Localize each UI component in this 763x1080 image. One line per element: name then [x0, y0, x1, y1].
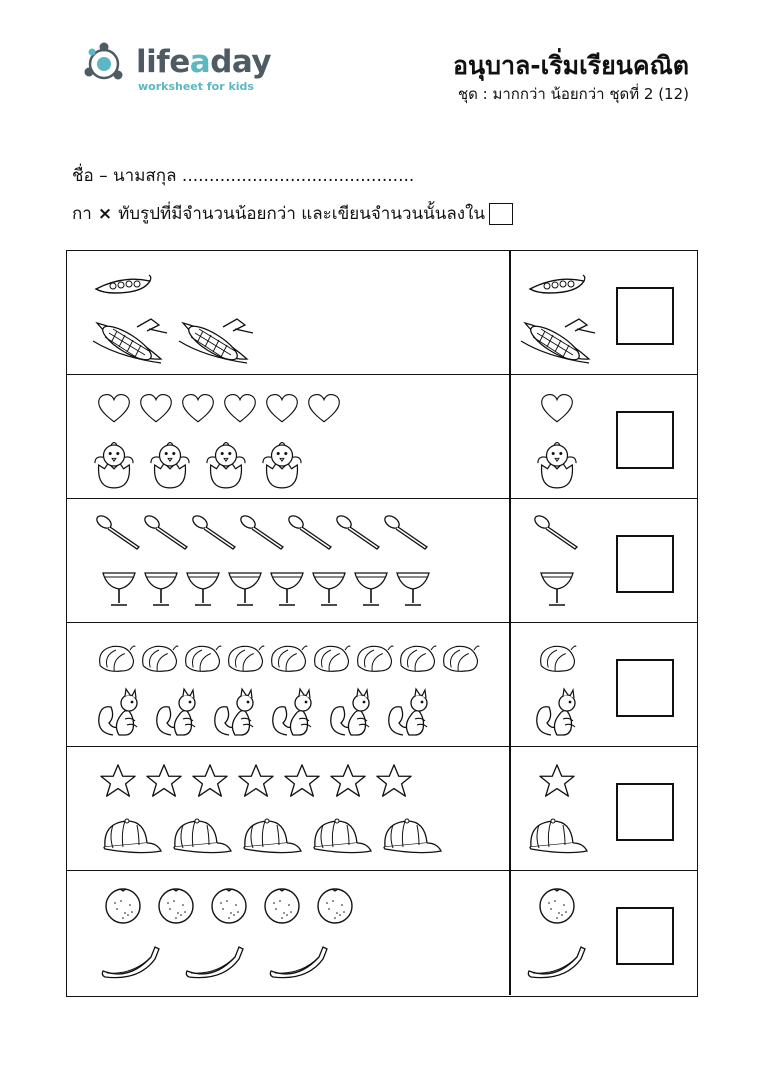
squirrel-icon[interactable]	[327, 687, 375, 739]
squirrel-icon[interactable]	[95, 687, 143, 739]
heart-icon[interactable]	[223, 393, 257, 425]
spoon-icon[interactable]	[335, 515, 383, 551]
acorn-icon[interactable]	[95, 640, 137, 674]
worksheet-row	[67, 499, 697, 623]
glass-icon[interactable]	[101, 569, 137, 609]
squirrel-icon[interactable]	[385, 687, 433, 739]
heart-icon[interactable]	[265, 393, 299, 425]
glass-icon[interactable]	[539, 569, 575, 609]
acorn-icon[interactable]	[439, 640, 481, 674]
cap-icon[interactable]	[379, 817, 443, 857]
heart-icon[interactable]	[540, 393, 574, 425]
acorn-icon[interactable]	[267, 640, 309, 674]
corn-icon[interactable]	[89, 313, 169, 369]
cap-icon[interactable]	[169, 817, 233, 857]
acorn-icon[interactable]	[310, 640, 352, 674]
banana-icon[interactable]	[525, 941, 589, 981]
answer-box[interactable]	[616, 287, 674, 345]
star-icon[interactable]	[329, 763, 367, 799]
star-icon[interactable]	[538, 763, 576, 799]
glass-icon[interactable]	[227, 569, 263, 609]
heart-icon[interactable]	[97, 393, 131, 425]
heart-icon[interactable]	[139, 393, 173, 425]
banana-icon[interactable]	[183, 941, 247, 981]
worksheet-row	[67, 623, 697, 747]
instruction-after: ทับรูปที่มีจำนวนน้อยกว่า และเขียนจำนวนนั้นลงใน	[118, 204, 485, 224]
glass-icon[interactable]	[353, 569, 389, 609]
logo-mark-icon	[82, 40, 132, 90]
column-divider	[509, 747, 511, 870]
column-divider	[509, 375, 511, 498]
heart-icon[interactable]	[307, 393, 341, 425]
answer-box[interactable]	[616, 783, 674, 841]
answer-box[interactable]	[616, 535, 674, 593]
worksheet-row	[67, 375, 697, 499]
heart-icon[interactable]	[181, 393, 215, 425]
squirrel-icon[interactable]	[153, 687, 201, 739]
glass-icon[interactable]	[311, 569, 347, 609]
acorn-icon[interactable]	[181, 640, 223, 674]
answer-box[interactable]	[616, 411, 674, 469]
orange-icon[interactable]	[315, 885, 355, 925]
orange-icon[interactable]	[262, 885, 302, 925]
spoon-icon[interactable]	[191, 515, 239, 551]
worksheet-table	[66, 250, 698, 997]
name-line: ชื่อ – นามสกุล ...........................................	[72, 166, 415, 186]
worksheet-row	[67, 747, 697, 871]
cap-icon[interactable]	[99, 817, 163, 857]
chick-icon[interactable]	[536, 440, 578, 490]
star-icon[interactable]	[375, 763, 413, 799]
spoon-icon[interactable]	[383, 515, 431, 551]
glass-icon[interactable]	[143, 569, 179, 609]
chick-icon[interactable]	[261, 440, 303, 490]
star-icon[interactable]	[145, 763, 183, 799]
spoon-icon[interactable]	[95, 515, 143, 551]
worksheet-row	[67, 871, 697, 995]
answer-box[interactable]	[616, 659, 674, 717]
peapod-icon[interactable]	[527, 273, 587, 297]
cross-mark-icon: ×	[97, 203, 113, 224]
acorn-icon[interactable]	[353, 640, 395, 674]
banana-icon[interactable]	[267, 941, 331, 981]
squirrel-icon[interactable]	[533, 687, 581, 739]
chick-icon[interactable]	[205, 440, 247, 490]
peapod-icon[interactable]	[93, 273, 153, 297]
squirrel-icon[interactable]	[211, 687, 259, 739]
banana-icon[interactable]	[99, 941, 163, 981]
chick-icon[interactable]	[93, 440, 135, 490]
acorn-icon[interactable]	[396, 640, 438, 674]
orange-icon[interactable]	[156, 885, 196, 925]
orange-icon[interactable]	[103, 885, 143, 925]
logo-tagline: worksheet for kids	[138, 80, 254, 93]
star-icon[interactable]	[99, 763, 137, 799]
star-icon[interactable]	[283, 763, 321, 799]
cap-icon[interactable]	[525, 817, 589, 857]
acorn-icon[interactable]	[536, 640, 578, 674]
acorn-icon[interactable]	[138, 640, 180, 674]
spoon-icon[interactable]	[143, 515, 191, 551]
spoon-icon[interactable]	[287, 515, 335, 551]
cap-icon[interactable]	[309, 817, 373, 857]
worksheet-row	[67, 251, 697, 375]
squirrel-icon[interactable]	[269, 687, 317, 739]
corn-icon[interactable]	[517, 313, 597, 369]
chick-icon[interactable]	[149, 440, 191, 490]
star-icon[interactable]	[237, 763, 275, 799]
instruction-box-icon	[489, 203, 513, 225]
orange-icon[interactable]	[209, 885, 249, 925]
corn-icon[interactable]	[175, 313, 255, 369]
glass-icon[interactable]	[395, 569, 431, 609]
acorn-icon[interactable]	[224, 640, 266, 674]
orange-icon[interactable]	[537, 885, 577, 925]
worksheet-subtitle: ชุด : มากกว่า น้อยกว่า ชุดที่ 2 (12)	[457, 85, 689, 103]
instruction	[72, 200, 513, 227]
column-divider	[509, 251, 511, 374]
spoon-icon[interactable]	[533, 515, 581, 551]
worksheet-title: อนุบาล-เริ่มเรียนคณิต	[452, 51, 689, 80]
glass-icon[interactable]	[269, 569, 305, 609]
instruction-before: กา	[72, 204, 92, 224]
glass-icon[interactable]	[185, 569, 221, 609]
star-icon[interactable]	[191, 763, 229, 799]
spoon-icon[interactable]	[239, 515, 287, 551]
column-divider	[509, 871, 511, 995]
cap-icon[interactable]	[239, 817, 303, 857]
answer-box[interactable]	[616, 907, 674, 965]
logo-wordmark: lifeaday	[136, 44, 272, 80]
column-divider	[509, 499, 511, 622]
column-divider	[509, 623, 511, 746]
logo	[82, 38, 282, 98]
